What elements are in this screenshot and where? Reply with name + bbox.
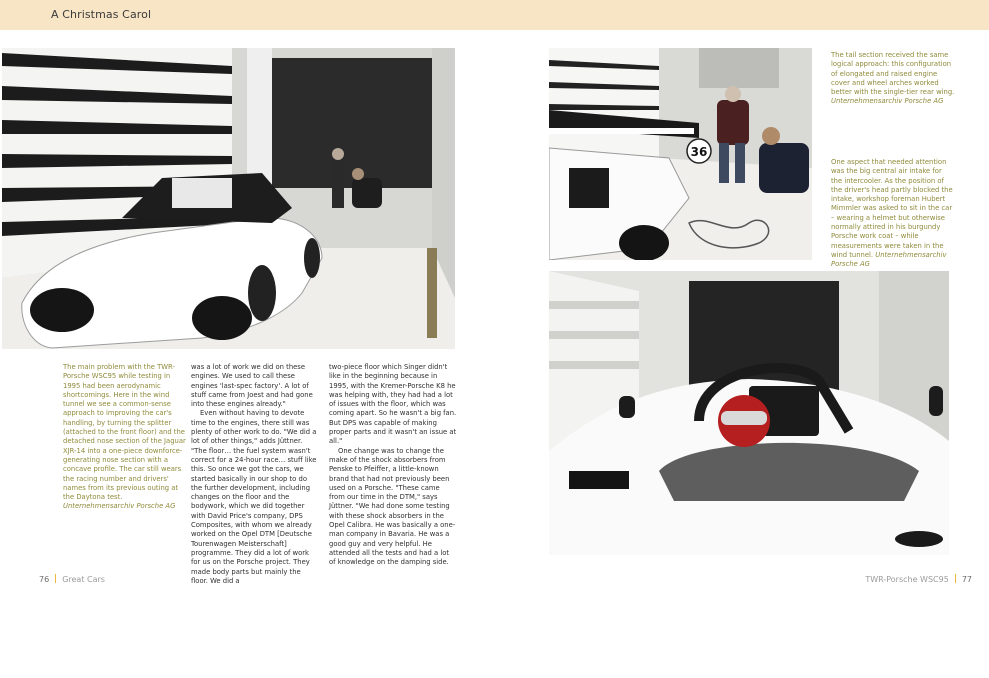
body-column-1 [191,363,317,586]
caption-wind-tunnel-front [63,363,187,512]
folio-divider [55,574,56,583]
caption-air-intake [831,158,955,270]
section-label-left: Great Cars [62,575,105,584]
body-paragraph: two-piece floor which Singer didn't like in the beginning because in 1995, with the Kremer-Porsche K8 he was helping with, they had had a lot of issues with the floor, which was coming apart. So he wasn't a big fan. But DPS was capable of making proper parts and it wasn't an issue at all." [329,363,457,446]
section-label-right: TWR-Porsche WSC95 [865,575,949,584]
caption-credit: Unternehmensarchiv Porsche AG [831,97,944,106]
caption-credit: Unternehmensarchiv Porsche AG [63,502,176,511]
body-paragraph: Even without having to devote time to the engines, there still was plenty of other work to do. "We did a lot of other things," adds Jüttner. "The floor… the fuel system wasn't correct for a 24-hour race… stuff like this. So once we got the cars, we started basically in our shop to do the further development, including changes on the floor and the bodywork, which we did together with David Price's company, DPS Composites, with whom we already worked on the Opel DTM [Deutsche Tourenwagen Meisterschaft] programme. They did a lot of work for us on the Porsche project. They made body parts but mainly the floor. We did a [191,409,317,585]
body-paragraph: One change was to change the make of the shock absorbers from Penske to Pfeiffer, a little-known brand that had not previously been used on a Porsche. "These came from our time in the DTM," says Jüttner. "We had done some testing with these shock absorbers in the Opel Calibra. He was basically a one-man company in Bavaria. He was a good guy and very helpful. He attended all the tests and had a lot of knowledge on the damping side. [329,446,456,567]
caption-text: The main problem with the TWR-Porsche WSC95 while testing in 1995 had been aerodynamic shortcomings. Here in the wind tunnel we see a common-sense approach to improving the car's handling, by turning the splitter (attached to the front floor) and the detached nose section of the Jaguar XJR-14 into a one-piece downforce-generating nose section with a concave profile. The car still wears the racing number and drivers' names from its previous outing at the Daytona test. [63,363,186,502]
page-number-right: 77 [961,575,972,584]
folio-right [865,574,972,584]
page-number-left: 76 [39,575,50,584]
folio-left [39,574,105,584]
caption-tail-section [831,51,955,107]
body-paragraph: was a lot of work we did on these engines. We used to call these engines 'last-spec factory'. A lot of stuff came from Joest and had gone into these engines already." [191,363,313,409]
folio-divider [955,574,956,583]
photo-wind-tunnel-front [2,48,455,349]
caption-text: The tail section received the same logical approach: this configuration of elongated and raised engine cover and wheel arches worked better with the single-tier rear wing. [831,51,955,97]
caption-credit: Unternehmensarchiv Porsche AG [831,250,947,269]
car-number-36: 36 [690,145,708,159]
body-column-2 [329,363,457,568]
caption-text: One aspect that needed attention was the big central air intake for the intercooler. As the position of the driver's head partly blocked the intake, workshop foreman Hubert Mimmler was asked to sit in the car – wearing a helmet but otherwise normally attired in his burgundy Porsche work coat – while measurements were taken in the wind tunnel. [831,158,953,259]
photo-driver-in-cockpit [549,271,949,555]
running-header-title: A Christmas Carol [51,8,152,21]
running-header-band [0,0,989,30]
photo-tail-section [549,48,812,260]
